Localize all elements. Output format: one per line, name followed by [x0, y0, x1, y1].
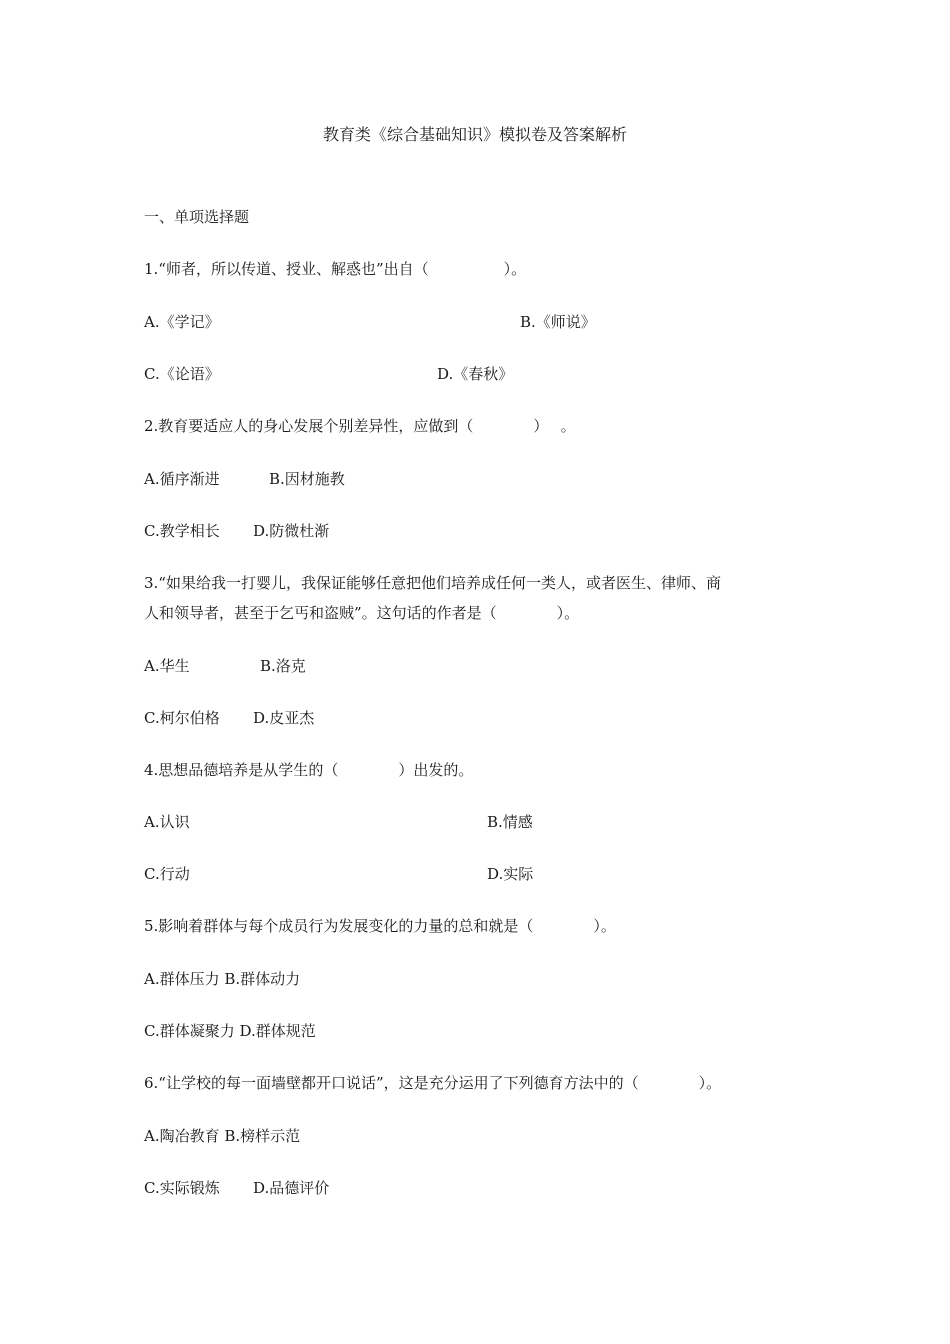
question-5-options-c-d: C.群体凝聚力 D.群体规范 [144, 1022, 316, 1040]
question-3-option-b: B.洛克 [260, 657, 306, 675]
question-1-option-d: D.《春秋》 [437, 365, 514, 383]
question-2-option-d: D.防微杜渐 [253, 522, 330, 540]
question-2-option-b: B.因材施教 [269, 470, 345, 488]
question-5-options-a-b: A.群体压力 B.群体动力 [144, 970, 301, 988]
question-3-option-c: C.柯尔伯格 [144, 709, 220, 727]
question-5-stem: 5.影响着群体与每个成员行为发展变化的力量的总和就是（ ）。 [144, 917, 616, 935]
question-4-stem: 4.思想品德培养是从学生的（ ）出发的。 [144, 761, 474, 779]
question-4-option-d: D.实际 [487, 865, 534, 883]
section-heading: 一、单项选择题 [144, 208, 250, 226]
question-1-option-c: C.《论语》 [144, 365, 220, 383]
question-6-option-d: D.品德评价 [253, 1179, 330, 1197]
question-3-option-a: A.华生 [144, 657, 190, 675]
question-3-stem-line-2: 人和领导者，甚至于乞丐和盗贼”。这句话的作者是（ ）。 [144, 604, 580, 622]
question-2-option-a: A.循序渐进 [144, 470, 220, 488]
question-1-stem: 1.“师者，所以传道、授业、解惑也”出自（ ）。 [144, 260, 527, 278]
question-3-option-d: D.皮亚杰 [253, 709, 315, 727]
question-1-option-b: B.《师说》 [520, 313, 596, 331]
question-2-option-c: C.教学相长 [144, 522, 220, 540]
question-1-option-a: A.《学记》 [144, 313, 220, 331]
question-4-option-a: A.认识 [144, 813, 190, 831]
question-6-option-c: C.实际锻炼 [144, 1179, 220, 1197]
question-3-stem-line-1: 3.“如果给我一打婴儿，我保证能够任意把他们培养成任何一类人，或者医生、律师、商 [144, 574, 721, 592]
document-title: 教育类《综合基础知识》模拟卷及答案解析 [322, 125, 627, 144]
question-2-stem: 2.教育要适应人的身心发展个别差异性，应做到（ ） 。 [144, 417, 576, 435]
question-4-option-c: C.行动 [144, 865, 190, 883]
question-6-stem: 6.“让学校的每一面墙壁都开口说话”，这是充分运用了下列德育方法中的（ ）。 [144, 1074, 722, 1092]
question-6-options-a-b: A.陶冶教育 B.榜样示范 [144, 1127, 301, 1145]
question-4-option-b: B.情感 [487, 813, 533, 831]
